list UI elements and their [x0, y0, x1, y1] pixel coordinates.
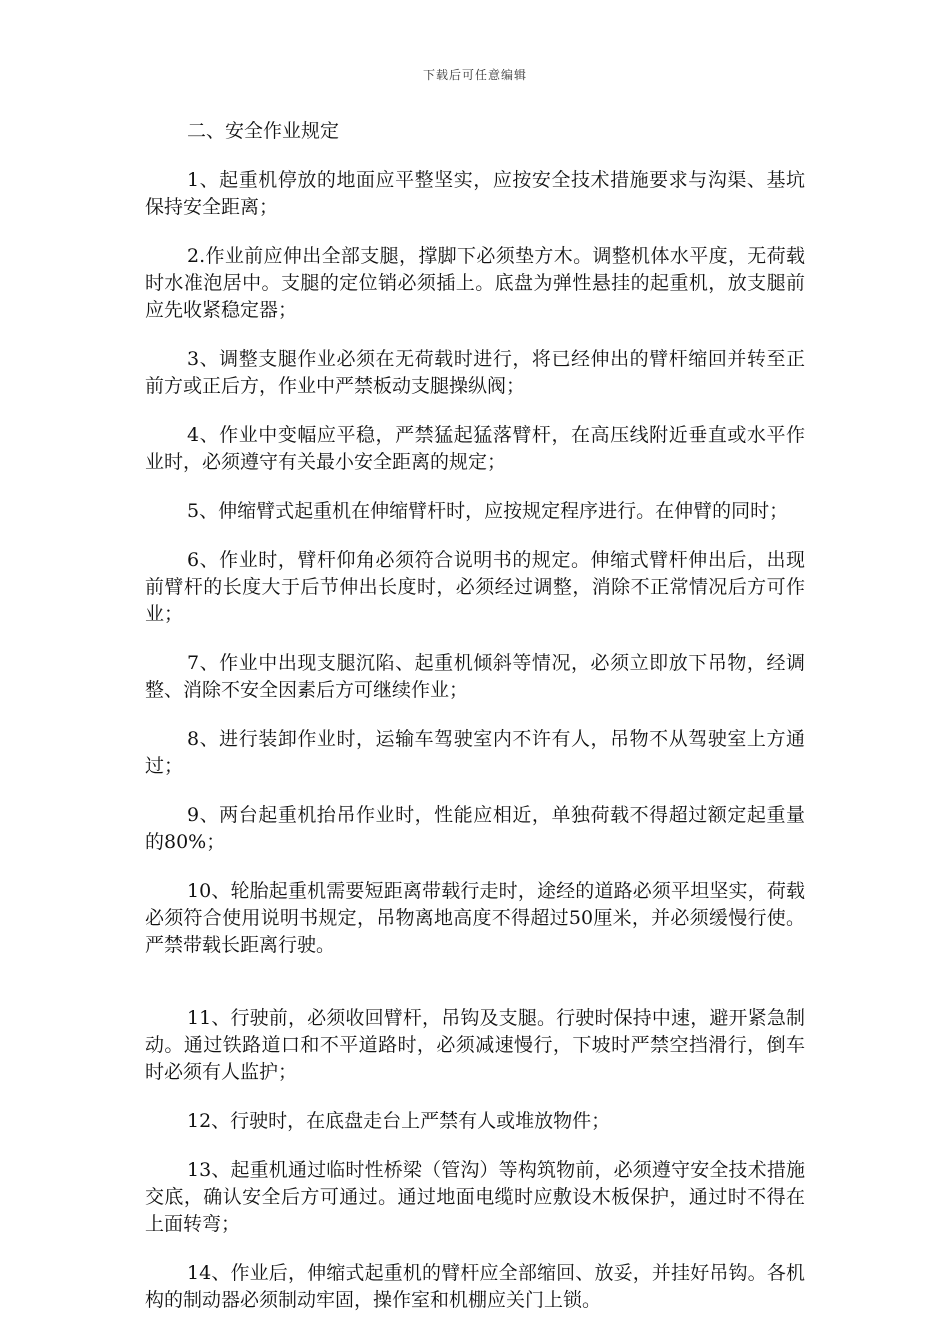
paragraph-4: 4、作业中变幅应平稳，严禁猛起猛落臂杆，在高压线附近垂直或水平作业时，必须遵守有关最小安全距离的规定； [145, 424, 805, 473]
paragraph-9: 9、两台起重机抬吊作业时，性能应相近，单独荷载不得超过额定起重量的80%； [145, 804, 805, 853]
paragraph-2: 2.作业前应伸出全部支腿，撑脚下必须垫方木。调整机体水平度，无荷载时水准泡居中。支腿的定位销必须插上。底盘为弹性悬挂的起重机，放支腿前应先收紧稳定器； [145, 245, 805, 321]
paragraph-12: 12、行驶时，在底盘走台上严禁有人或堆放物件； [187, 1110, 611, 1132]
paragraph-11: 11、行驶前，必须收回臂杆，吊钩及支腿。行驶时保持中速，避开紧急制动。通过铁路道口和不平道路时，必须减速慢行，下坡时严禁空挡滑行，倒车时必须有人监护； [145, 1007, 805, 1083]
paragraph-5: 5、伸缩臂式起重机在伸缩臂杆时，应按规定程序进行。在伸臂的同时； [187, 500, 789, 522]
document-body [145, 118, 805, 1336]
section-title: 二、安全作业规定 [187, 120, 340, 142]
paragraph-14: 14、作业后，伸缩式起重机的臂杆应全部缩回、放妥，并挂好吊钩。各机构的制动器必须制动牢固，操作室和机棚应关门上锁。 [145, 1262, 805, 1311]
paragraph-6: 6、作业时，臂杆仰角必须符合说明书的规定。伸缩式臂杆伸出后，出现前臂杆的长度大于后节伸出长度时，必须经过调整，消除不正常情况后方可作业； [145, 549, 805, 625]
paragraph-7: 7、作业中出现支腿沉陷、起重机倾斜等情况，必须立即放下吊物，经调整、消除不安全因素后方可继续作业； [145, 652, 805, 701]
paragraph-10: 10、轮胎起重机需要短距离带载行走时，途经的道路必须平坦坚实，荷载必须符合使用说明书规定，吊物离地高度不得超过50厘米，并必须缓慢行使。严禁带载长距离行驶。 [145, 880, 805, 956]
header-note: 下载后可任意编辑 [422, 68, 527, 82]
paragraph-13: 13、起重机通过临时性桥梁（管沟）等构筑物前，必须遵守安全技术措施交底，确认安全后方可通过。通过地面电缆时应敷设木板保护，通过时不得在上面转弯； [145, 1159, 805, 1235]
paragraph-1: 1、起重机停放的地面应平整坚实，应按安全技术措施要求与沟渠、基坑保持安全距离； [145, 169, 805, 218]
paragraph-3: 3、调整支腿作业必须在无荷载时进行，将已经伸出的臂杆缩回并转至正前方或正后方，作业中严禁板动支腿操纵阀； [145, 348, 805, 397]
paragraph-8: 8、进行装卸作业时，运输车驾驶室内不许有人，吊物不从驾驶室上方通过； [145, 728, 805, 777]
